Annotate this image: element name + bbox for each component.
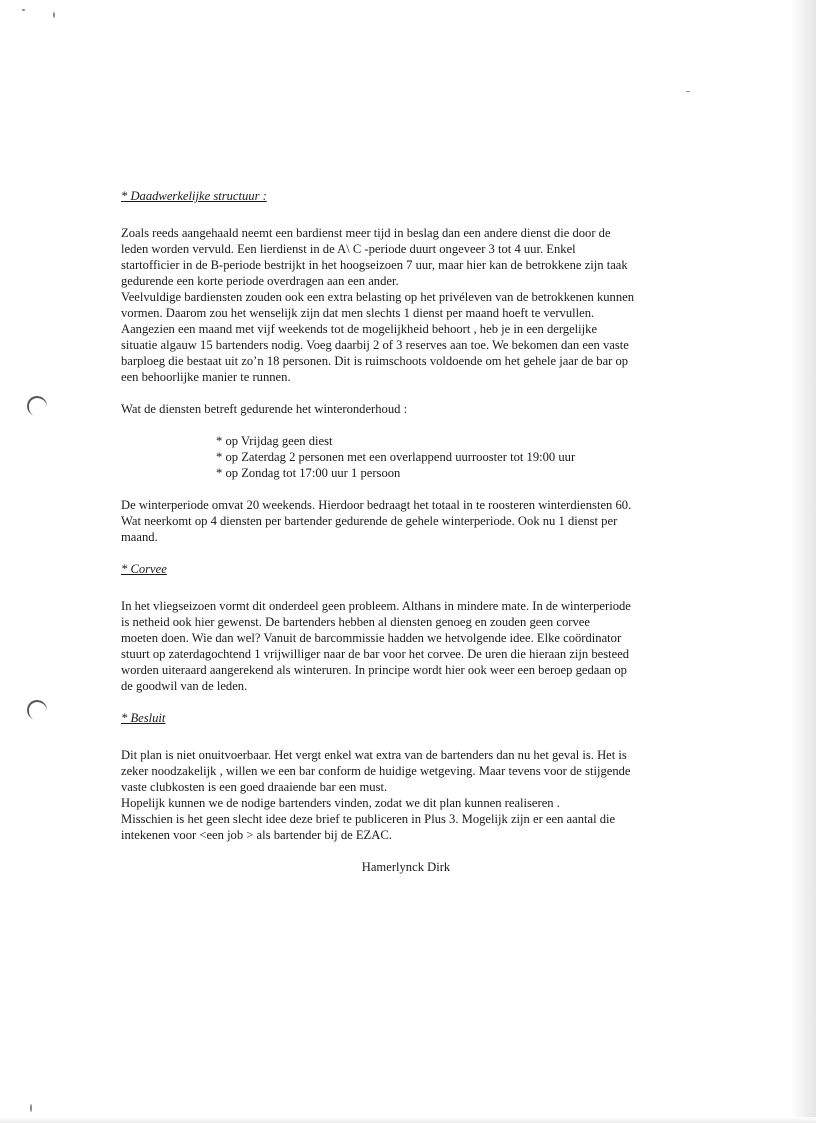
list-item: * op Vrijdag geen diest (216, 434, 333, 448)
text-line: Hopelijk kunnen we de nodige bartenders vinden, zodat we dit plan kunnen realiseren . (121, 796, 560, 810)
text-line: vormen. Daarom zou het wenselijk zijn dat men slechts 1 dienst per maand hoeft te vervullen. (121, 306, 595, 320)
text-line: leden worden vervuld. Een lierdienst in de A\ C -periode duurt ongeveer 3 tot 4 uur. Enkel (121, 242, 576, 256)
text-line: zeker noodzakelijk , willen we een bar conform de huidige wetgeving. Maar tevens voor de stijgende (121, 764, 631, 778)
document-body (121, 188, 681, 875)
scan-speck (53, 12, 55, 18)
text-line: gedurende een korte periode overdragen aan een ander. (121, 274, 399, 288)
paragraph-winter-intro (121, 401, 681, 417)
text-line: is netheid ook hier gewenst. De bartenders hebben al diensten genoeg en zouden geen corvee (121, 615, 590, 629)
scan-speck (22, 9, 25, 11)
text-line: een behoorlijke manier te runnen. (121, 370, 291, 384)
text-line: Aangezien een maand met vijf weekends tot de mogelijkheid behoort , heb je in een dergelijke (121, 322, 598, 336)
text-line: De winterperiode omvat 20 weekends. Hierdoor bedraagt het totaal in te roosteren winterdiensten 60. (121, 498, 632, 512)
text-line: startofficier in de B-periode bestrijkt in het hoogseizoen 7 uur, maar hier kan de betrokkene zijn taak (121, 258, 628, 272)
text-line: situatie algauw 15 bartenders nodig. Voeg daarbij 2 of 3 reserves aan toe. We bekomen dan een vaste (121, 338, 629, 352)
text-line: Misschien is het geen slecht idee deze brief te publiceren in Plus 3. Mogelijk zijn er een aantal die (121, 812, 616, 826)
text-line: Veelvuldige bardiensten zouden ook een extra belasting op het privéleven van de betrokkenen kunnen (121, 290, 635, 304)
text-line: moeten doen. Wie dan wel? Vanuit de barcommissie hadden we hetvolgende idee. Elke coördinator (121, 631, 622, 645)
paragraph-bar-duty (121, 225, 681, 385)
list-item: * op Zondag tot 17:00 uur 1 persoon (216, 466, 401, 480)
winter-duty-list (121, 433, 681, 481)
list-item: * op Zaterdag 2 personen met een overlappend uurrooster tot 19:00 uur (216, 450, 576, 464)
section-heading-corvee: * Corvee (121, 562, 167, 576)
text-line: maand. (121, 530, 158, 544)
paragraph-corvee (121, 598, 681, 694)
text-line: barploeg die bestaat uit zo’n 18 personen. Dit is ruimschoots voldoende om het gehele jaar de bar op (121, 354, 629, 368)
text-line: worden uiteraard aangerekend als winteruren. In principe wordt hier ook weer een beroep gedaan op (121, 663, 627, 677)
paragraph-winter-period (121, 497, 681, 545)
paragraph-besluit (121, 747, 681, 843)
page-bottom-edge (0, 1117, 816, 1123)
text-line: Dit plan is niet onuitvoerbaar. Het vergt enkel wat extra van de bartenders dan nu het geval is. Het is (121, 748, 627, 762)
text-line: Wat de diensten betreft gedurende het winteronderhoud : (121, 402, 408, 416)
text-line: intekenen voor <een job > als bartender bij de EZAC. (121, 828, 392, 842)
text-line: de goodwil van de leden. (121, 679, 248, 693)
punch-hole-lower (25, 698, 48, 721)
text-line: Wat neerkomt op 4 diensten per bartender gedurende de gehele winterperiode. Ook nu 1 dienst per (121, 514, 618, 528)
signature: Hamerlynck Dirk (361, 860, 451, 874)
punch-hole-upper (25, 394, 48, 417)
scan-speck (30, 1104, 32, 1112)
section-heading-structure: * Daadwerkelijke structuur : (121, 189, 267, 203)
page-shadow-edge (790, 0, 816, 1123)
text-line: In het vliegseizoen vormt dit onderdeel geen probleem. Althans in mindere mate. In de winterperiode (121, 599, 631, 613)
text-line: vaste clubkosten is een goed draaiende bar een must. (121, 780, 388, 794)
text-line: stuurt op zaterdagochtend 1 vrijwilliger naar de bar voor het corvee. De uren die hieraan zijn besteed (121, 647, 630, 661)
scan-speck (686, 91, 690, 92)
text-line: Zoals reeds aangehaald neemt een bardienst meer tijd in beslag dan een andere dienst die door de (121, 226, 611, 240)
section-heading-besluit: * Besluit (121, 711, 166, 725)
